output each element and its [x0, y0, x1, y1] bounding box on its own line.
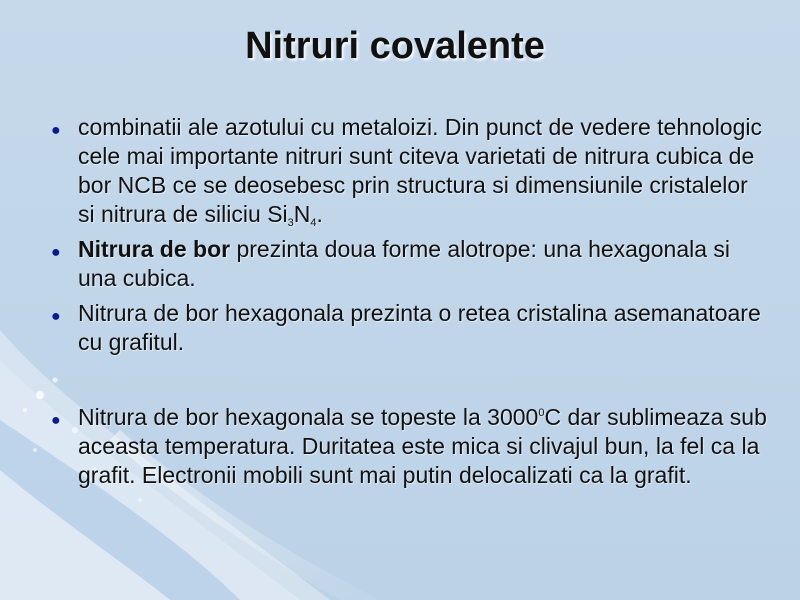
bullet-icon: ●: [51, 244, 61, 261]
formula-n: N: [293, 201, 311, 227]
bullet-text: combinatii ale azotului cu metaloizi. Din punct de vedere tehnologic cele mai importante nitruri sunt citeva varietati de nitrura cubica de bor NCB ce se deosebesc prin structura si dimensiunile cristalelor si nitrura de siliciu: [78, 114, 763, 227]
bullet-item-retea-cristalina: [48, 299, 768, 357]
bullet-text: Nitrura de bor hexagonala prezinta o retea cristalina asemanatoare cu grafitul.: [78, 300, 761, 355]
formula-si: Si: [267, 201, 288, 227]
bullet-icon: ●: [51, 412, 61, 429]
bullet-item-topire: [48, 403, 768, 490]
superscript-0: 0: [538, 407, 545, 419]
bullet-icon: ●: [51, 308, 61, 325]
bullet-text: Nitrura de bor hexagonala se topeste la 3000: [78, 404, 539, 430]
bullet-item-forme-alotrope: [48, 235, 768, 293]
subscript-4: 4: [310, 217, 317, 229]
bold-term: Nitrura de bor: [78, 236, 231, 262]
bullet-text-continued: C dar sublimeaza sub aceasta temperatura. Duritatea este mica si clivajul bun, la fel ca la grafit. Electronii mobili sunt mai putin delocalizati ca la grafit.: [78, 404, 767, 488]
bullet-icon: ●: [51, 122, 61, 139]
bullet-list: [48, 113, 768, 490]
subscript-3: 3: [287, 217, 294, 229]
bullet-text: prezinta doua forme alotrope: una hexagonala si una cubica.: [78, 236, 731, 291]
slide-title: Nitruri covalente: [245, 25, 545, 67]
bullet-end: .: [316, 201, 323, 227]
bullet-item-metaloizi: [48, 113, 768, 229]
